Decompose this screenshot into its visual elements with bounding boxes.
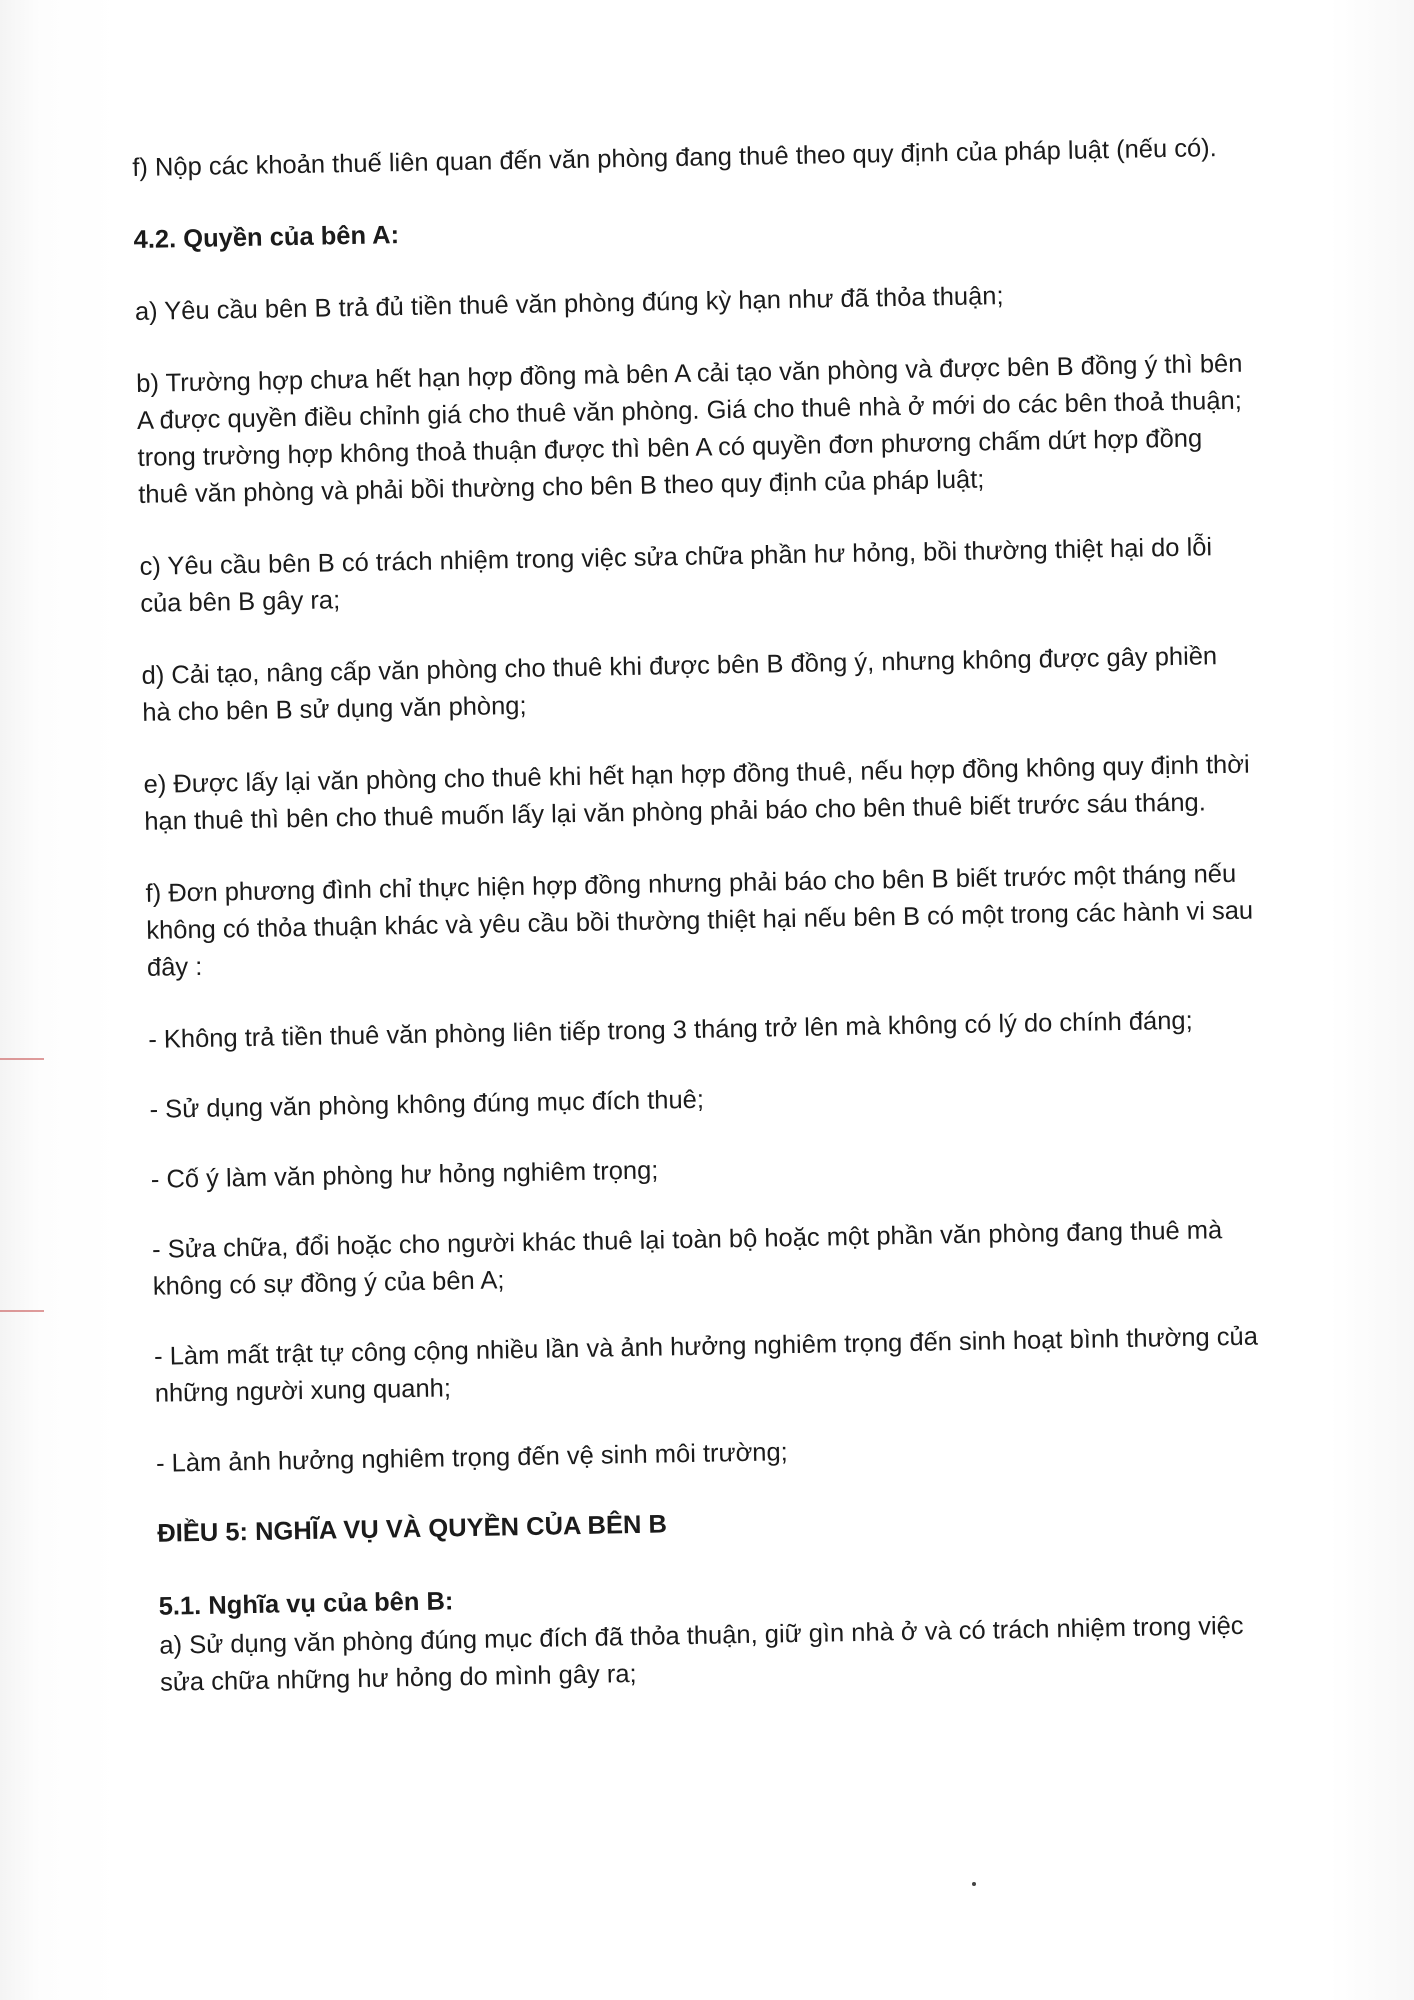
clause-4-2-a: a) Yêu cầu bên B trả đủ tiền thuê văn phòng đúng kỳ hạn như đã thỏa thuận; [134,282,1004,326]
clause-4-2-e: e) Được lấy lại văn phòng cho thuê khi hết hạn hợp đồng thuê, nếu hợp đồng không quy định thời hạn thuê thì bên cho thuê muốn lấy lại văn phòng phải báo cho bên thuê biết trước sáu tháng. [143,750,1250,836]
list-item: - Làm mất trật tự công cộng nhiều lần và ảnh hưởng nghiêm trọng đến sinh hoạt bình thường của những người xung quanh; [153,1322,1259,1408]
list-item: - Cố ý làm văn phòng hư hỏng nghiêm trọng; [150,1156,659,1194]
clause-5-1-a: a) Sử dụng văn phòng đúng mục đích đã thỏa thuận, giữ gìn nhà ở và có trách nhiệm trong việc sửa chữa những hư hỏng do mình gây ra; [159,1611,1244,1697]
clause-4-2-f: f) Đơn phương đình chỉ thực hiện hợp đồng nhưng phải báo cho bên B biết trước một tháng nếu không có thỏa thuận khác và yêu cầu bồi thường thiệt hại nếu bên B có một trong các hành vi sau đây : [145,859,1254,982]
list-item: - Làm ảnh hưởng nghiêm trọng đến vệ sinh môi trường; [155,1438,788,1478]
binder-edge-mark [0,1310,44,1312]
document-body [132,130,1271,1737]
clause-4-2-b: b) Trường hợp chưa hết hạn hợp đồng mà bên A cải tạo văn phòng và được bên B đồng ý thì bên A được quyền điều chỉnh giá cho thuê văn phòng. Giá cho thuê nhà ở mới do các bên thoả thuận; trong trường hợp không thoả thuận được thì bên A có quyền đơn phương chấm dứt hợp đồng thuê văn phòng và phải bồi thường cho bên B theo quy định của pháp luật; [136,349,1243,509]
clause-4-1-f: f) Nộp các khoản thuế liên quan đến văn phòng đang thuê theo quy định của pháp luật (nếu có). [132,134,1217,182]
list-item: - Sửa chữa, đổi hoặc cho người khác thuê lại toàn bộ hoặc một phần văn phòng đang thuê mà không có sự đồng ý của bên A; [151,1216,1223,1301]
article-5-heading: ĐIỀU 5: NGHĨA VỤ VÀ QUYỀN CỦA BÊN B [157,1510,668,1548]
clause-4-2-d: d) Cải tạo, nâng cấp văn phòng cho thuê khi được bên B đồng ý, nhưng không được gây phiền hà cho bên B sử dụng văn phòng; [141,642,1218,727]
list-item: - Sử dụng văn phòng không đúng mục đích thuê; [149,1085,705,1124]
clause-4-2-c: c) Yêu cầu bên B có trách nhiệm trong việc sửa chữa phần hư hỏng, bồi thường thiệt hại do lỗi của bên B gây ra; [139,533,1213,618]
list-item: - Không trả tiền thuê văn phòng liên tiếp trong 3 tháng trở lên mà không có lý do chính đáng; [148,1006,1193,1054]
section-4-2-heading: 4.2. Quyền của bên A: [133,221,400,254]
section-5-1-heading: 5.1. Nghĩa vụ của bên B: [158,1587,454,1621]
binder-edge-mark [0,1058,44,1060]
scan-speck [972,1882,976,1886]
